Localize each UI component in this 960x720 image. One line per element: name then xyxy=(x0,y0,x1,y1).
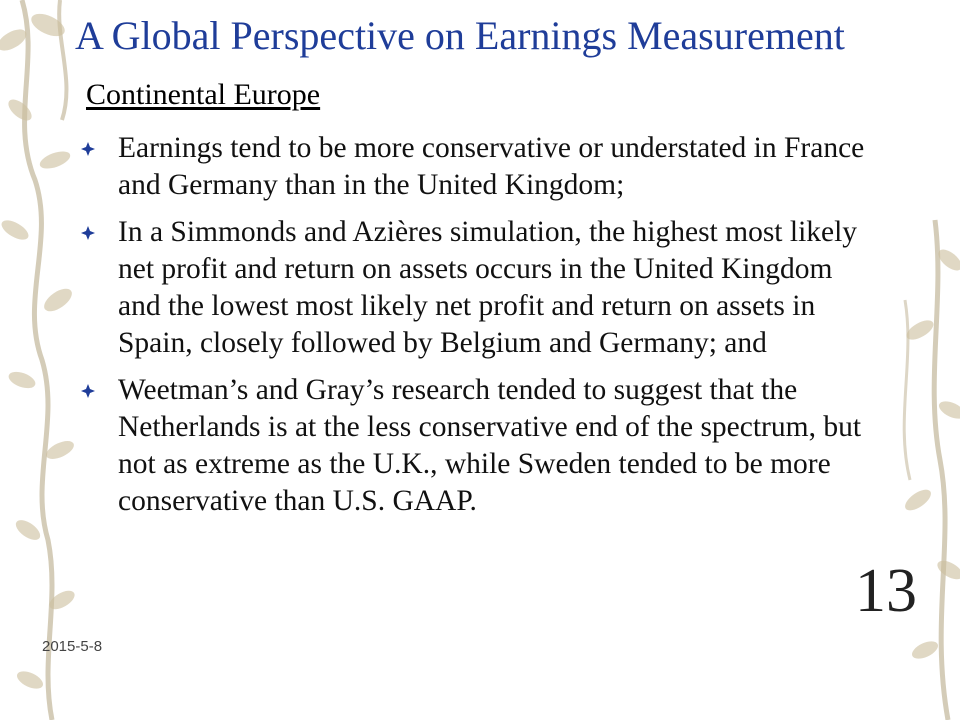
slide-subtitle: Continental Europe xyxy=(86,78,321,111)
diamond-bullet-icon xyxy=(80,383,96,399)
bullet-item xyxy=(80,214,880,362)
bullet-item xyxy=(80,130,880,204)
bullet-text: Weetman’s and Gray’s research tended to suggest that the Netherlands is at the less conservative end of the spectrum, but not as extreme as the U.K., while Sweden tended to be more conservative than U.S. GAAP. xyxy=(118,374,862,517)
slide-date: 2015-5-8 xyxy=(42,638,103,655)
slide-number: 13 xyxy=(855,557,917,625)
bullet-list xyxy=(80,130,880,530)
bullet-item xyxy=(80,372,880,520)
diamond-bullet-icon xyxy=(80,141,96,157)
bullet-text: Earnings tend to be more conservative or understated in France and Germany than in the United Kingdom; xyxy=(118,132,865,201)
slide-title: A Global Perspective on Earnings Measurement xyxy=(75,13,845,58)
bullet-text: In a Simmonds and Azières simulation, the highest most likely net profit and return on assets occurs in the United Kingdom and the lowest most likely net profit and return on assets in Spain, closely followed by Belgium and Germany; and xyxy=(118,216,858,359)
diamond-bullet-icon xyxy=(80,225,96,241)
